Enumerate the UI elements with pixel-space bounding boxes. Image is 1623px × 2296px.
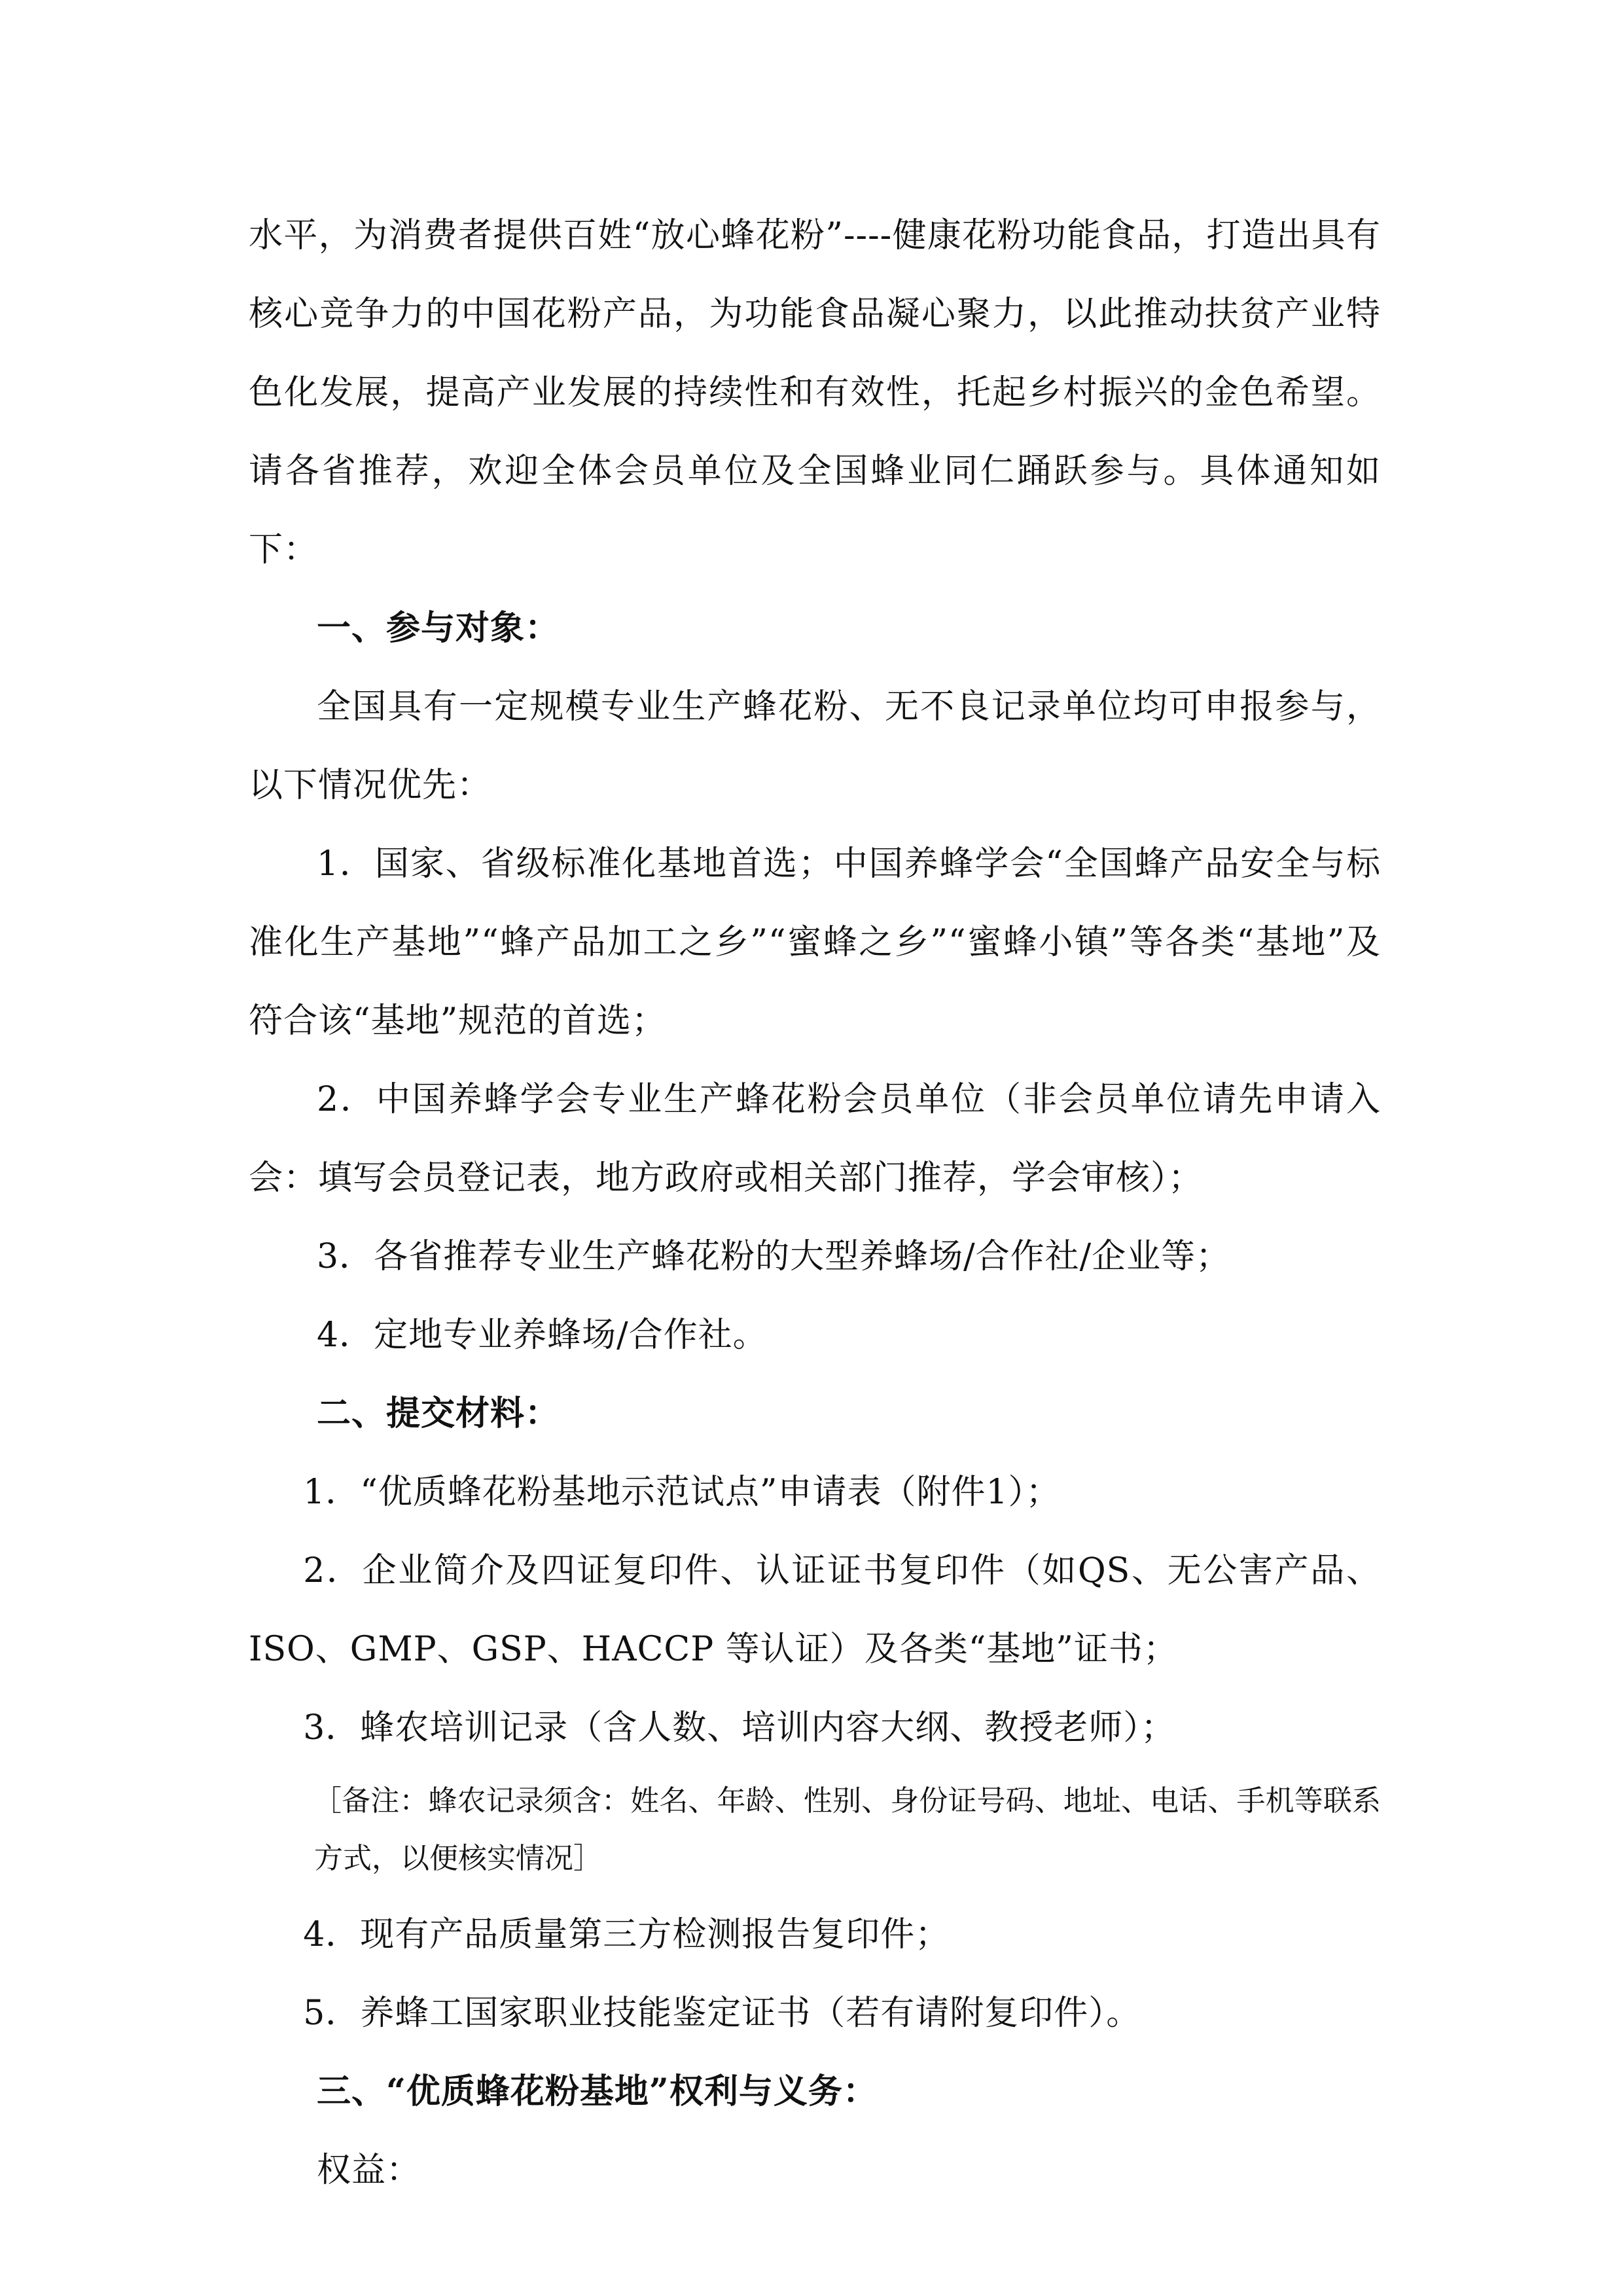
section2-item-5: 5．养蜂工国家职业技能鉴定证书（若有请附复印件）。 xyxy=(303,1994,1141,2033)
document-body xyxy=(249,196,1381,2210)
section1-heading: 一、参与对象： xyxy=(317,608,560,648)
section2-item-2: 2．企业简介及四证复印件、认证证书复印件（如QS、无公害产品、ISO、GMP、GSP、HACCP 等认证）及各类“基地”证书； xyxy=(249,1551,1381,1669)
section3-subheading: 权益： xyxy=(317,2151,421,2190)
section2-item-3: 3．蜂农培训记录（含人数、培训内容大纲、教授老师）； xyxy=(303,1708,1176,1748)
intro-paragraph: 水平，为消费者提供百姓“放心蜂花粉”----健康花粉功能食品，打造出具有核心竞争力的中国花粉产品，为功能食品凝心聚力，以此推动扶贫产业特色化发展，提高产业发展的持续性和有效性，托起乡村振兴的金色希望。请各省推荐，欢迎全体会员单位及全国蜂业同仁踊跃参与。具体通知如下： xyxy=(249,216,1381,569)
section1-item-4: 4．定地专业养蜂场/合作社。 xyxy=(317,1316,768,1355)
section1-item-2: 2．中国养蜂学会专业生产蜂花粉会员单位（非会员单位请先申请入会：填写会员登记表，地方政府或相关部门推荐，学会审核）； xyxy=(249,1080,1381,1198)
section2-note: ［备注：蜂农记录须含：姓名、年龄、性别、身份证号码、地址、电话、手机等联系方式，以便核实情况］ xyxy=(313,1784,1381,1875)
section2-heading: 二、提交材料： xyxy=(317,1393,560,1433)
section2-item-4: 4．现有产品质量第三方检测报告复印件； xyxy=(303,1915,950,1954)
section3-heading: 三、“优质蜂花粉基地”权利与义务： xyxy=(317,2072,878,2111)
section1-item-3: 3．各省推荐专业生产蜂花粉的大型养蜂场/合作社/企业等； xyxy=(317,1237,1231,1276)
section2-item-1: 1．“优质蜂花粉基地示范试点”申请表（附件1）； xyxy=(303,1473,1061,1512)
section1-intro: 全国具有一定规模专业生产蜂花粉、无不良记录单位均可申报参与，以下情况优先： xyxy=(249,687,1381,805)
section1-item-1: 1．国家、省级标准化基地首选；中国养蜂学会“全国蜂产品安全与标准化生产基地”“蜂产品加工之乡”“蜜蜂之乡”“蜜蜂小镇”等各类“基地”及符合该“基地”规范的首选； xyxy=(249,844,1381,1041)
